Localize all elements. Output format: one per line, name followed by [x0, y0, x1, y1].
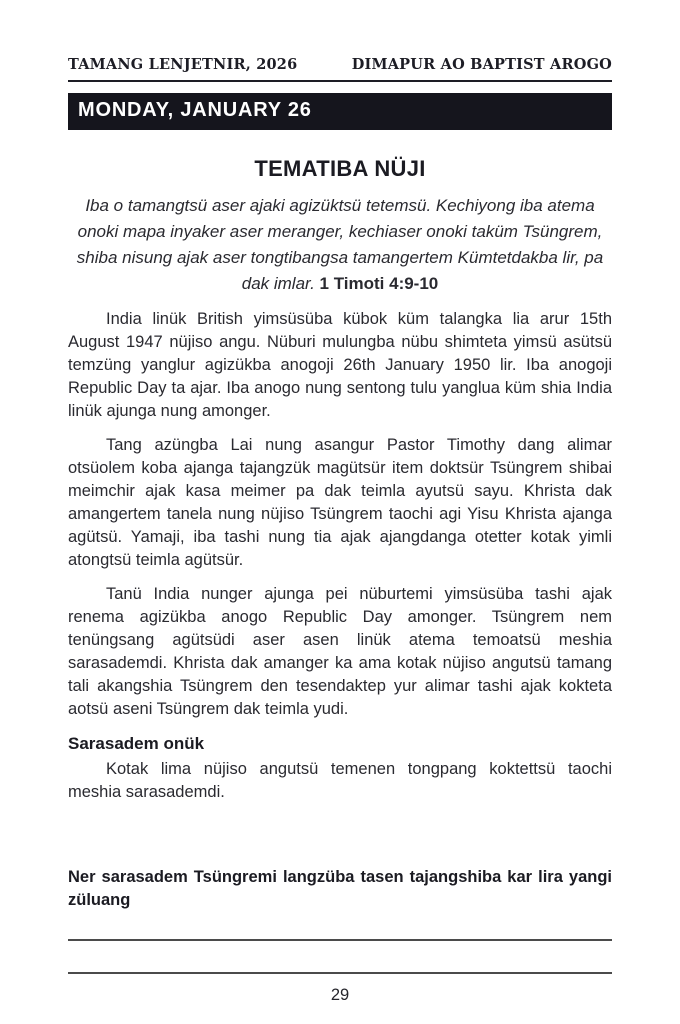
- scripture-quote-text: Iba o tamangtsü aser ajaki agizüktsü tetemsü. Kechiyong iba atema onoki mapa inyaker aser meranger, kechiaser onoki taküm Tsüngrem, shiba nisung ajak aser tongtibangsa tamangertem Kümtetdakba lir, pa dak imlar.: [76, 196, 604, 293]
- header-organization-name: DIMAPUR AO BAPTIST AROGO: [351, 56, 612, 73]
- reflection-prompt: Ner sarasadem Tsüngremi langzüba tasen tajangshiba kar lira yangi züluang: [68, 868, 612, 909]
- date-banner: MONDAY, JANUARY 26: [68, 93, 612, 130]
- page-header: [68, 56, 612, 73]
- writing-line-2: [68, 972, 612, 974]
- devotion-title: TEMATIBA NÜJI: [254, 156, 426, 181]
- scripture-quote: [68, 193, 612, 297]
- header-divider: [68, 80, 612, 82]
- devotion-paragraph-2: Tang azüngba Lai nung asangur Pastor Timothy dang alimar otsüolem koba ajanga tajangzük magütsür item doktsür Tsüngrem shibai meimchir ajak kasa meimer pa dak teimla ayutsü sayu. Khrista dak amangertem tanela nung nüjiso Tsüngrem taochi agi Yisu Khrista ajanga agütsü. Yamaji, iba tashi nung tia ajak ajangdanga otetter kotak yimli atongtsü teimla agütsür.: [68, 436, 612, 569]
- devotion-paragraph-3: Tanü India nunger ajunga pei nüburtemi yimsüsüba tashi ajak renema agizükba anogo Republic Day amonger. Tsüngrem nem tenüngsang agütsüdi aser asen linük atema temoatsü meshia sarasademdi. Khrista dak amanger ka ama kotak nüjiso angutsü tamang tali akangshia Tsüngrem den tesendaktep yur alimar tashi ajak kokteta aotsü aseni Tsüngrem dak teimla yudi.: [68, 585, 612, 718]
- prayer-heading: Sarasadem onük: [68, 734, 205, 753]
- header-publication-title: TAMANG LENJETNIR, 2026: [68, 56, 298, 73]
- devotion-paragraph-1: India linük British yimsüsüba kübok küm talangka lia arur 15th August 1947 nüjiso angu. Nüburi mulungba nübu shimteta yimsü asütsü temzüng yanglur agizükba anogoji 26th January 1950 lir. Iba anogoji Republic Day ta ajar. Iba anogo nung sentong tulu yanglua küm shia India linük ajunga nung amonger.: [68, 310, 612, 420]
- scripture-reference: 1 Timoti 4:9-10: [319, 274, 439, 293]
- page-number: 29: [330, 986, 350, 1004]
- prayer-paragraph: Kotak lima nüjiso angutsü temenen tongpang koktettsü taochi meshia sarasademdi.: [68, 760, 612, 801]
- writing-line-1: [68, 939, 612, 941]
